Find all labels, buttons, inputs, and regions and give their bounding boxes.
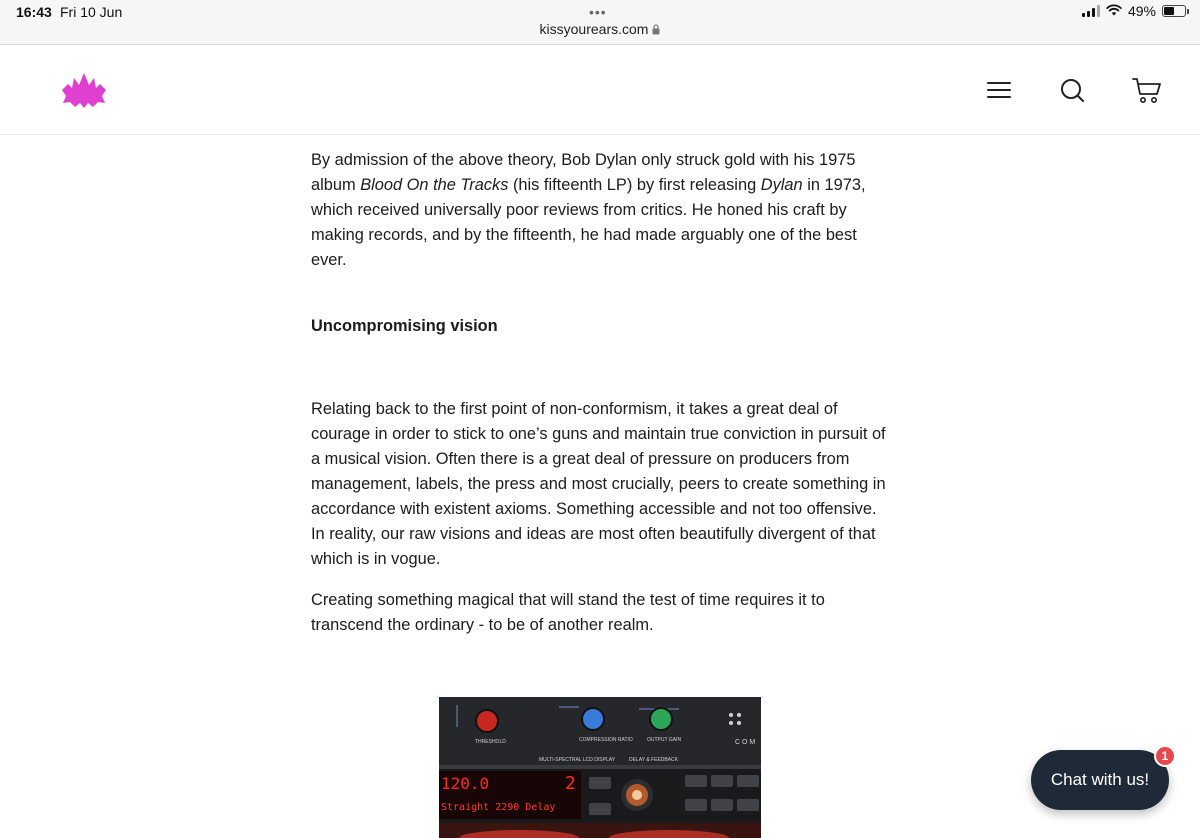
status-bar	[0, 0, 1200, 45]
battery-percent: 49%	[1127, 3, 1156, 19]
paragraph-vision: Relating back to the first point of non-conformism, it takes a great deal of courage in order to stick to one’s guns and maintain true conviction in pursuit of a musical vision. Often there is a great deal of pressure on producers from management, labels, the press and most crucially, peers to create something in accordance with existent axioms. Something accessible and not too offensive. In reality, our raw visions and ideas are most often beautifully divergent of that which is in vogue.	[311, 400, 886, 568]
paragraph-text: in 1973, which received universally poor reviews from critics. He honed his craft by making records, and by the fifteenth, he had made arguably one of the best ever.	[311, 176, 866, 269]
paragraph-text: (his fifteenth LP) by first releasing	[508, 176, 761, 194]
status-indicators	[1082, 3, 1186, 19]
paragraph-magical: Creating something magical that will stand the test of time requires it to transcend the ordinary - to be of another realm.	[311, 591, 825, 634]
section-heading: Uncompromising vision	[311, 317, 498, 335]
address-bar[interactable]	[0, 21, 1200, 38]
cellular-signal-icon	[1082, 5, 1100, 17]
svg-text:THRESHOLD: THRESHOLD	[475, 739, 506, 745]
svg-text:DELAY & FEEDBACK: DELAY & FEEDBACK	[629, 757, 678, 763]
paragraph-text: By admission of the above theory, Bob Dylan only struck gold with his 1975 album	[311, 151, 856, 194]
chat-button[interactable]	[1031, 750, 1169, 810]
status-time: 16:43	[16, 4, 52, 20]
chat-notification-badge: 1	[1154, 745, 1176, 767]
status-date: Fri 10 Jun	[60, 4, 123, 20]
panel-label: C O M	[735, 739, 756, 746]
wifi-icon	[1106, 3, 1122, 19]
svg-text:COMPRESSION RATIO: COMPRESSION RATIO	[579, 737, 633, 743]
menu-icon[interactable]	[986, 76, 1016, 106]
paragraph-dylan	[311, 148, 891, 273]
lcd-digit: 2	[565, 773, 576, 794]
lcd-mode: Straight 2290 Delay	[441, 802, 556, 813]
site-logo[interactable]	[60, 72, 108, 113]
album-title: Blood On the Tracks	[360, 176, 509, 194]
battery-icon	[1162, 5, 1186, 17]
svg-text:OUTPUT GAIN: OUTPUT GAIN	[647, 737, 682, 743]
battery-fill	[1164, 7, 1174, 15]
compressor-image	[439, 697, 761, 838]
chat-label: Chat with us!	[1050, 770, 1150, 789]
tab-dots-icon[interactable]: •••	[589, 4, 607, 20]
cart-icon[interactable]	[1132, 76, 1162, 106]
url-text: kissyourears.com	[539, 21, 649, 37]
album-title: Dylan	[760, 176, 803, 194]
lcd-value: 120.0	[441, 774, 490, 793]
search-icon[interactable]	[1058, 76, 1088, 106]
site-header	[0, 46, 1200, 135]
crown-logo-icon	[60, 72, 108, 108]
svg-text:MULTI-SPECTRAL LCD DISPLAY: MULTI-SPECTRAL LCD DISPLAY	[539, 757, 616, 763]
lock-icon	[652, 22, 660, 38]
